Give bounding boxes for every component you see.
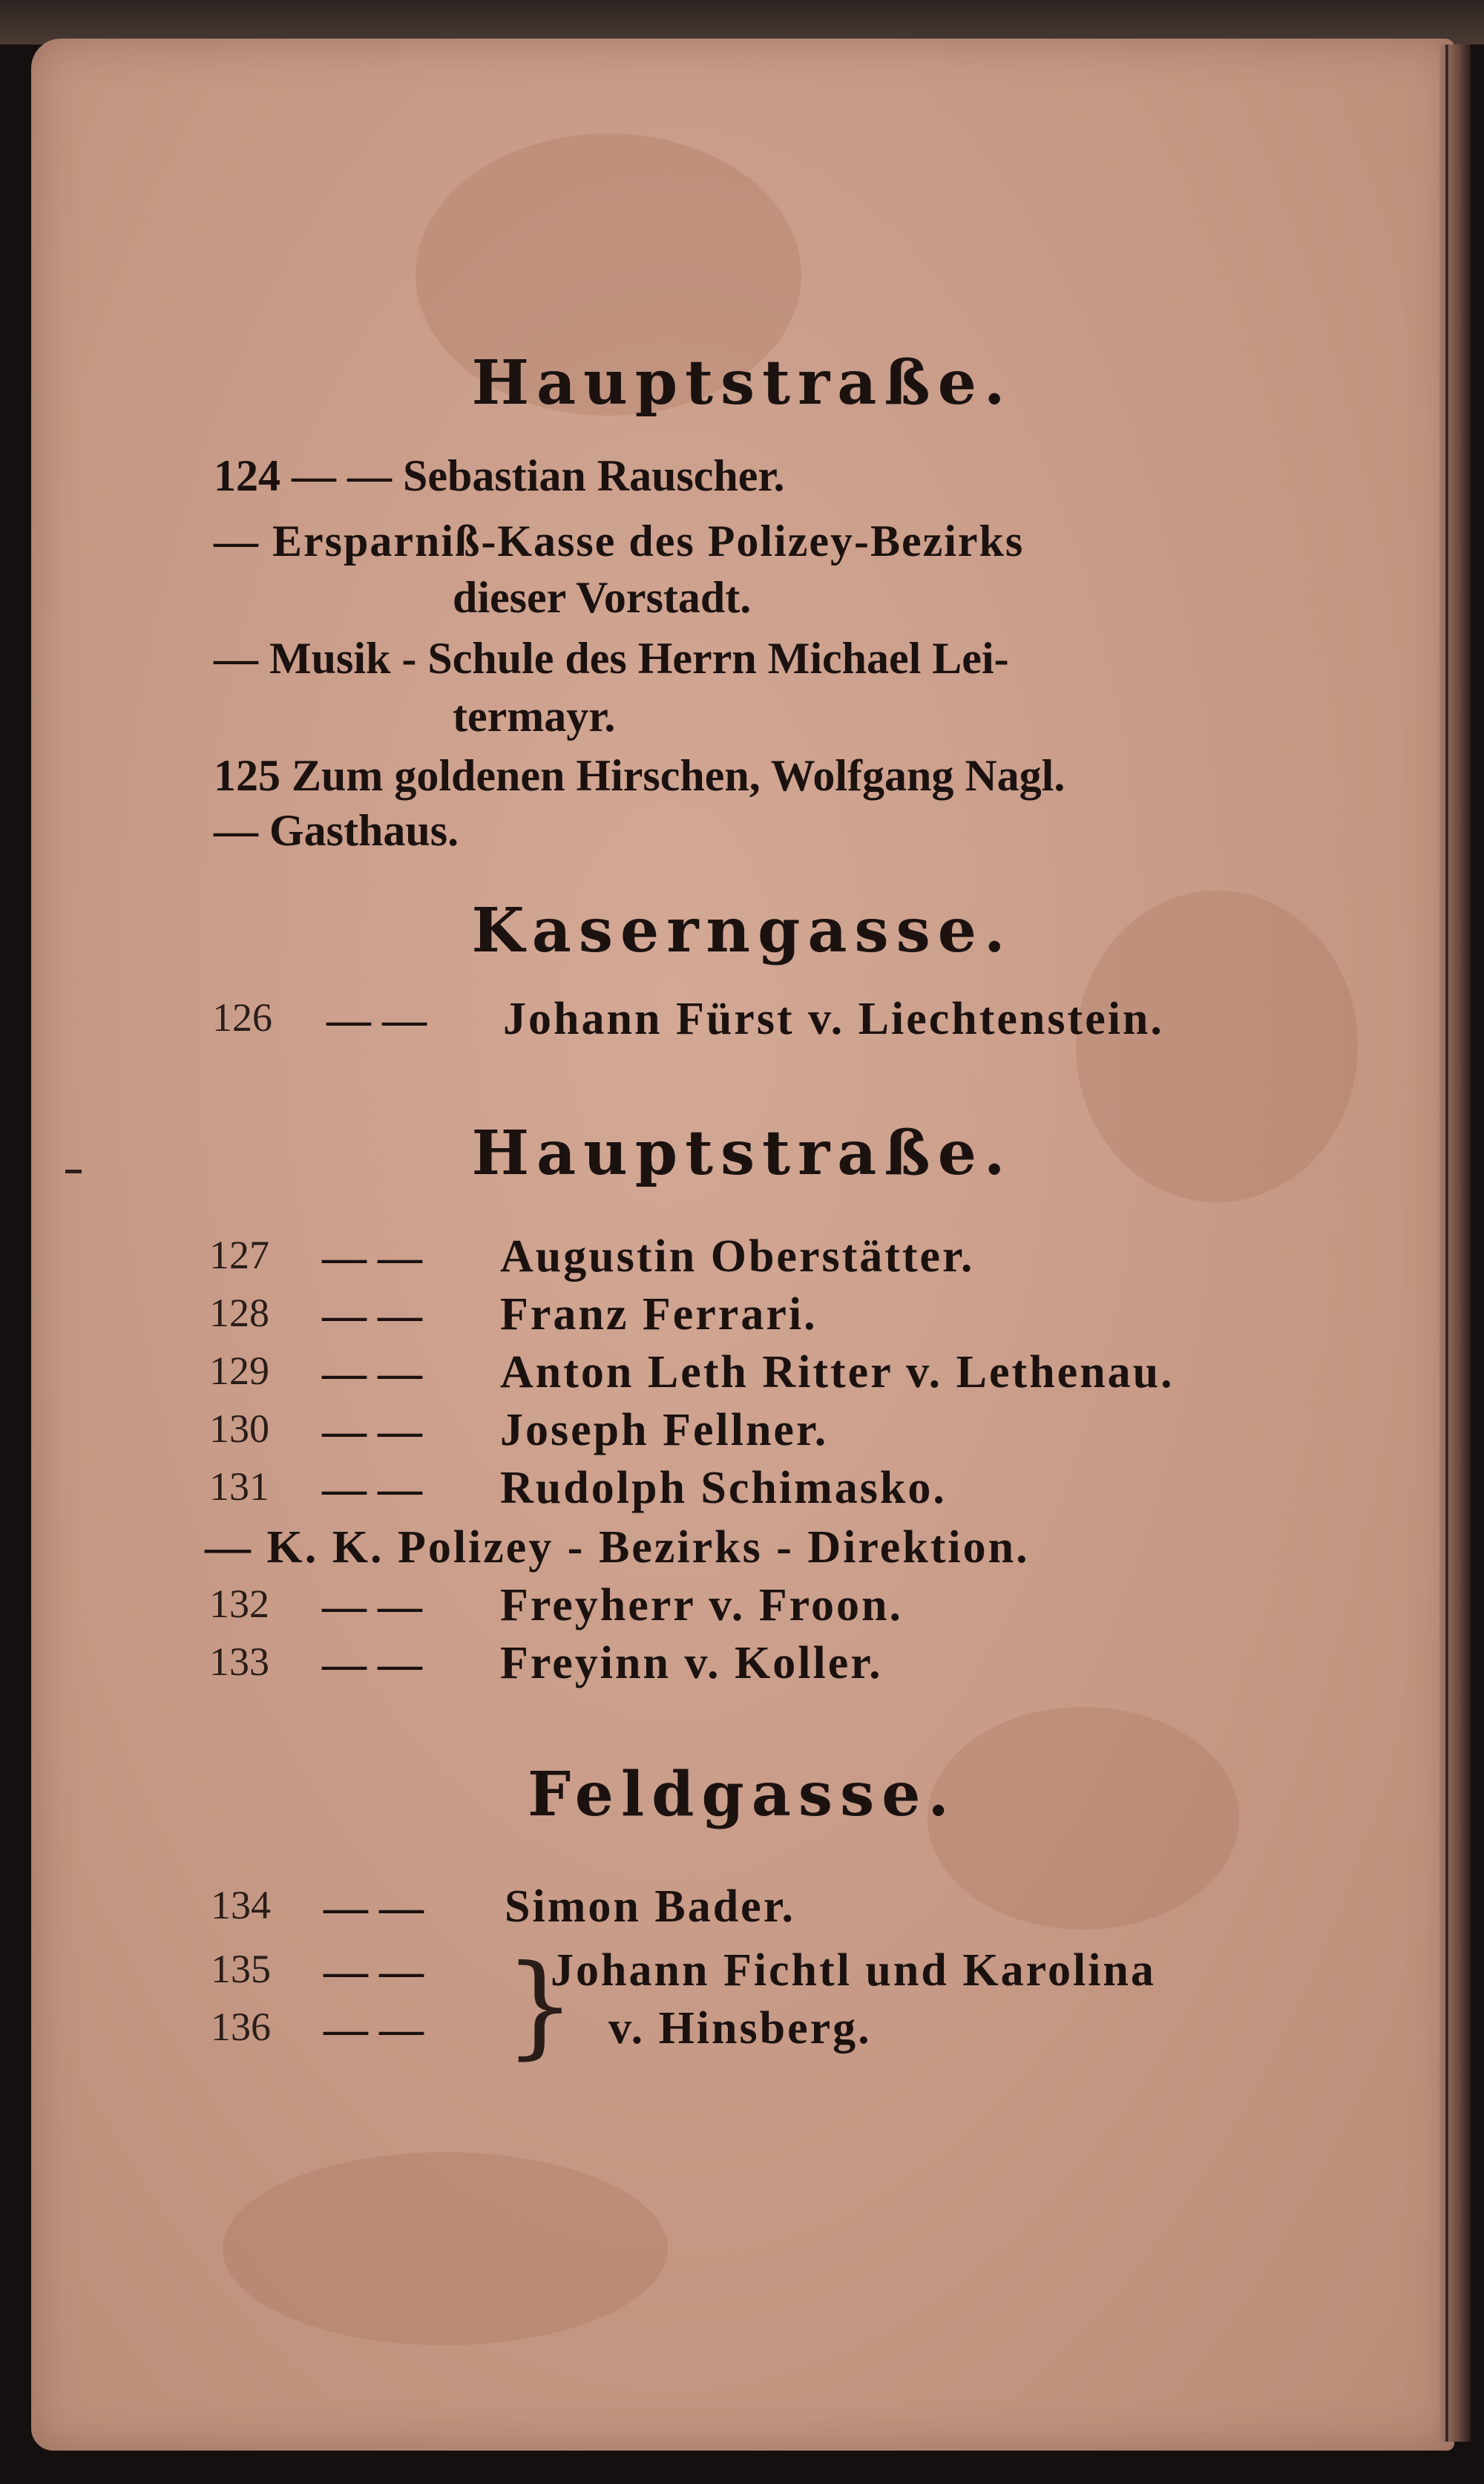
dash-separator: — — — [322, 1348, 422, 1397]
house-number: 136 — [211, 2005, 271, 2049]
dash-separator: — — — [322, 1639, 422, 1688]
margin-mark — [65, 1170, 82, 1173]
section-heading: Hauptstraße. — [471, 1118, 1013, 1189]
house-number: 135 — [211, 1947, 271, 1991]
house-number: 127 — [209, 1233, 269, 1277]
house-number: 133 — [209, 1639, 269, 1684]
resident-name: Johann Fürst v. Liechtenstein. — [503, 994, 1164, 1044]
resident-name: Anton Leth Ritter v. Lethenau. — [500, 1347, 1175, 1397]
entry-line: 125 Zum goldenen Hirschen, Wolfgang Nagl. — [214, 751, 1066, 800]
entry-line: — Gasthaus. — [214, 806, 459, 855]
house-number: 126 — [212, 995, 272, 1040]
entry-line: 124 — — Sebastian Rauscher. — [214, 451, 785, 500]
house-number: 131 — [209, 1464, 269, 1509]
office-entry: — K. K. Polizey - Bezirks - Direktion. — [205, 1522, 1030, 1573]
dash-separator: — — — [324, 1947, 424, 1996]
resident-name: Simon Bader. — [505, 1881, 796, 1932]
section-heading: Kaserngasse. — [471, 895, 1013, 966]
dash-separator: — — — [322, 1406, 422, 1455]
dash-separator: — — — [322, 1464, 422, 1513]
resident-name: Rudolph Schimasko. — [500, 1463, 947, 1513]
section-heading: Hauptstraße. — [471, 347, 1013, 419]
dash-separator: — — — [322, 1582, 422, 1631]
resident-name: Joseph Fellner. — [500, 1405, 829, 1455]
house-number: 128 — [209, 1291, 269, 1335]
resident-name: v. Hinsberg. — [608, 2003, 872, 2054]
brace-bracket: } — [505, 1941, 576, 2071]
house-number: 130 — [209, 1406, 269, 1451]
entry-line: dieser Vorstadt. — [453, 573, 752, 622]
resident-name: Freyherr v. Froon. — [500, 1580, 904, 1631]
resident-name: Franz Ferrari. — [500, 1289, 818, 1340]
dash-separator: — — — [324, 1883, 424, 1932]
resident-name: Augustin Oberstätter. — [500, 1231, 975, 1282]
dash-separator: — — — [322, 1233, 422, 1282]
dash-separator: — — — [324, 2005, 424, 2054]
house-number: 134 — [211, 1883, 271, 1927]
dash-separator: — — — [322, 1291, 422, 1340]
entry-line: — Ersparniß-Kasse des Polizey-Bezirks — [214, 517, 1025, 566]
entry-line: — Musik - Schule des Herrn Michael Lei- — [214, 634, 1009, 683]
resident-name: Johann Fichtl und Karolina — [551, 1945, 1156, 1996]
section-heading: Feldgasse. — [528, 1759, 956, 1830]
resident-name: Freyinn v. Koller. — [500, 1638, 883, 1688]
dash-separator: — — — [326, 995, 427, 1044]
entry-line: termayr. — [453, 692, 616, 741]
house-number: 129 — [209, 1348, 269, 1393]
house-number: 132 — [209, 1582, 269, 1626]
